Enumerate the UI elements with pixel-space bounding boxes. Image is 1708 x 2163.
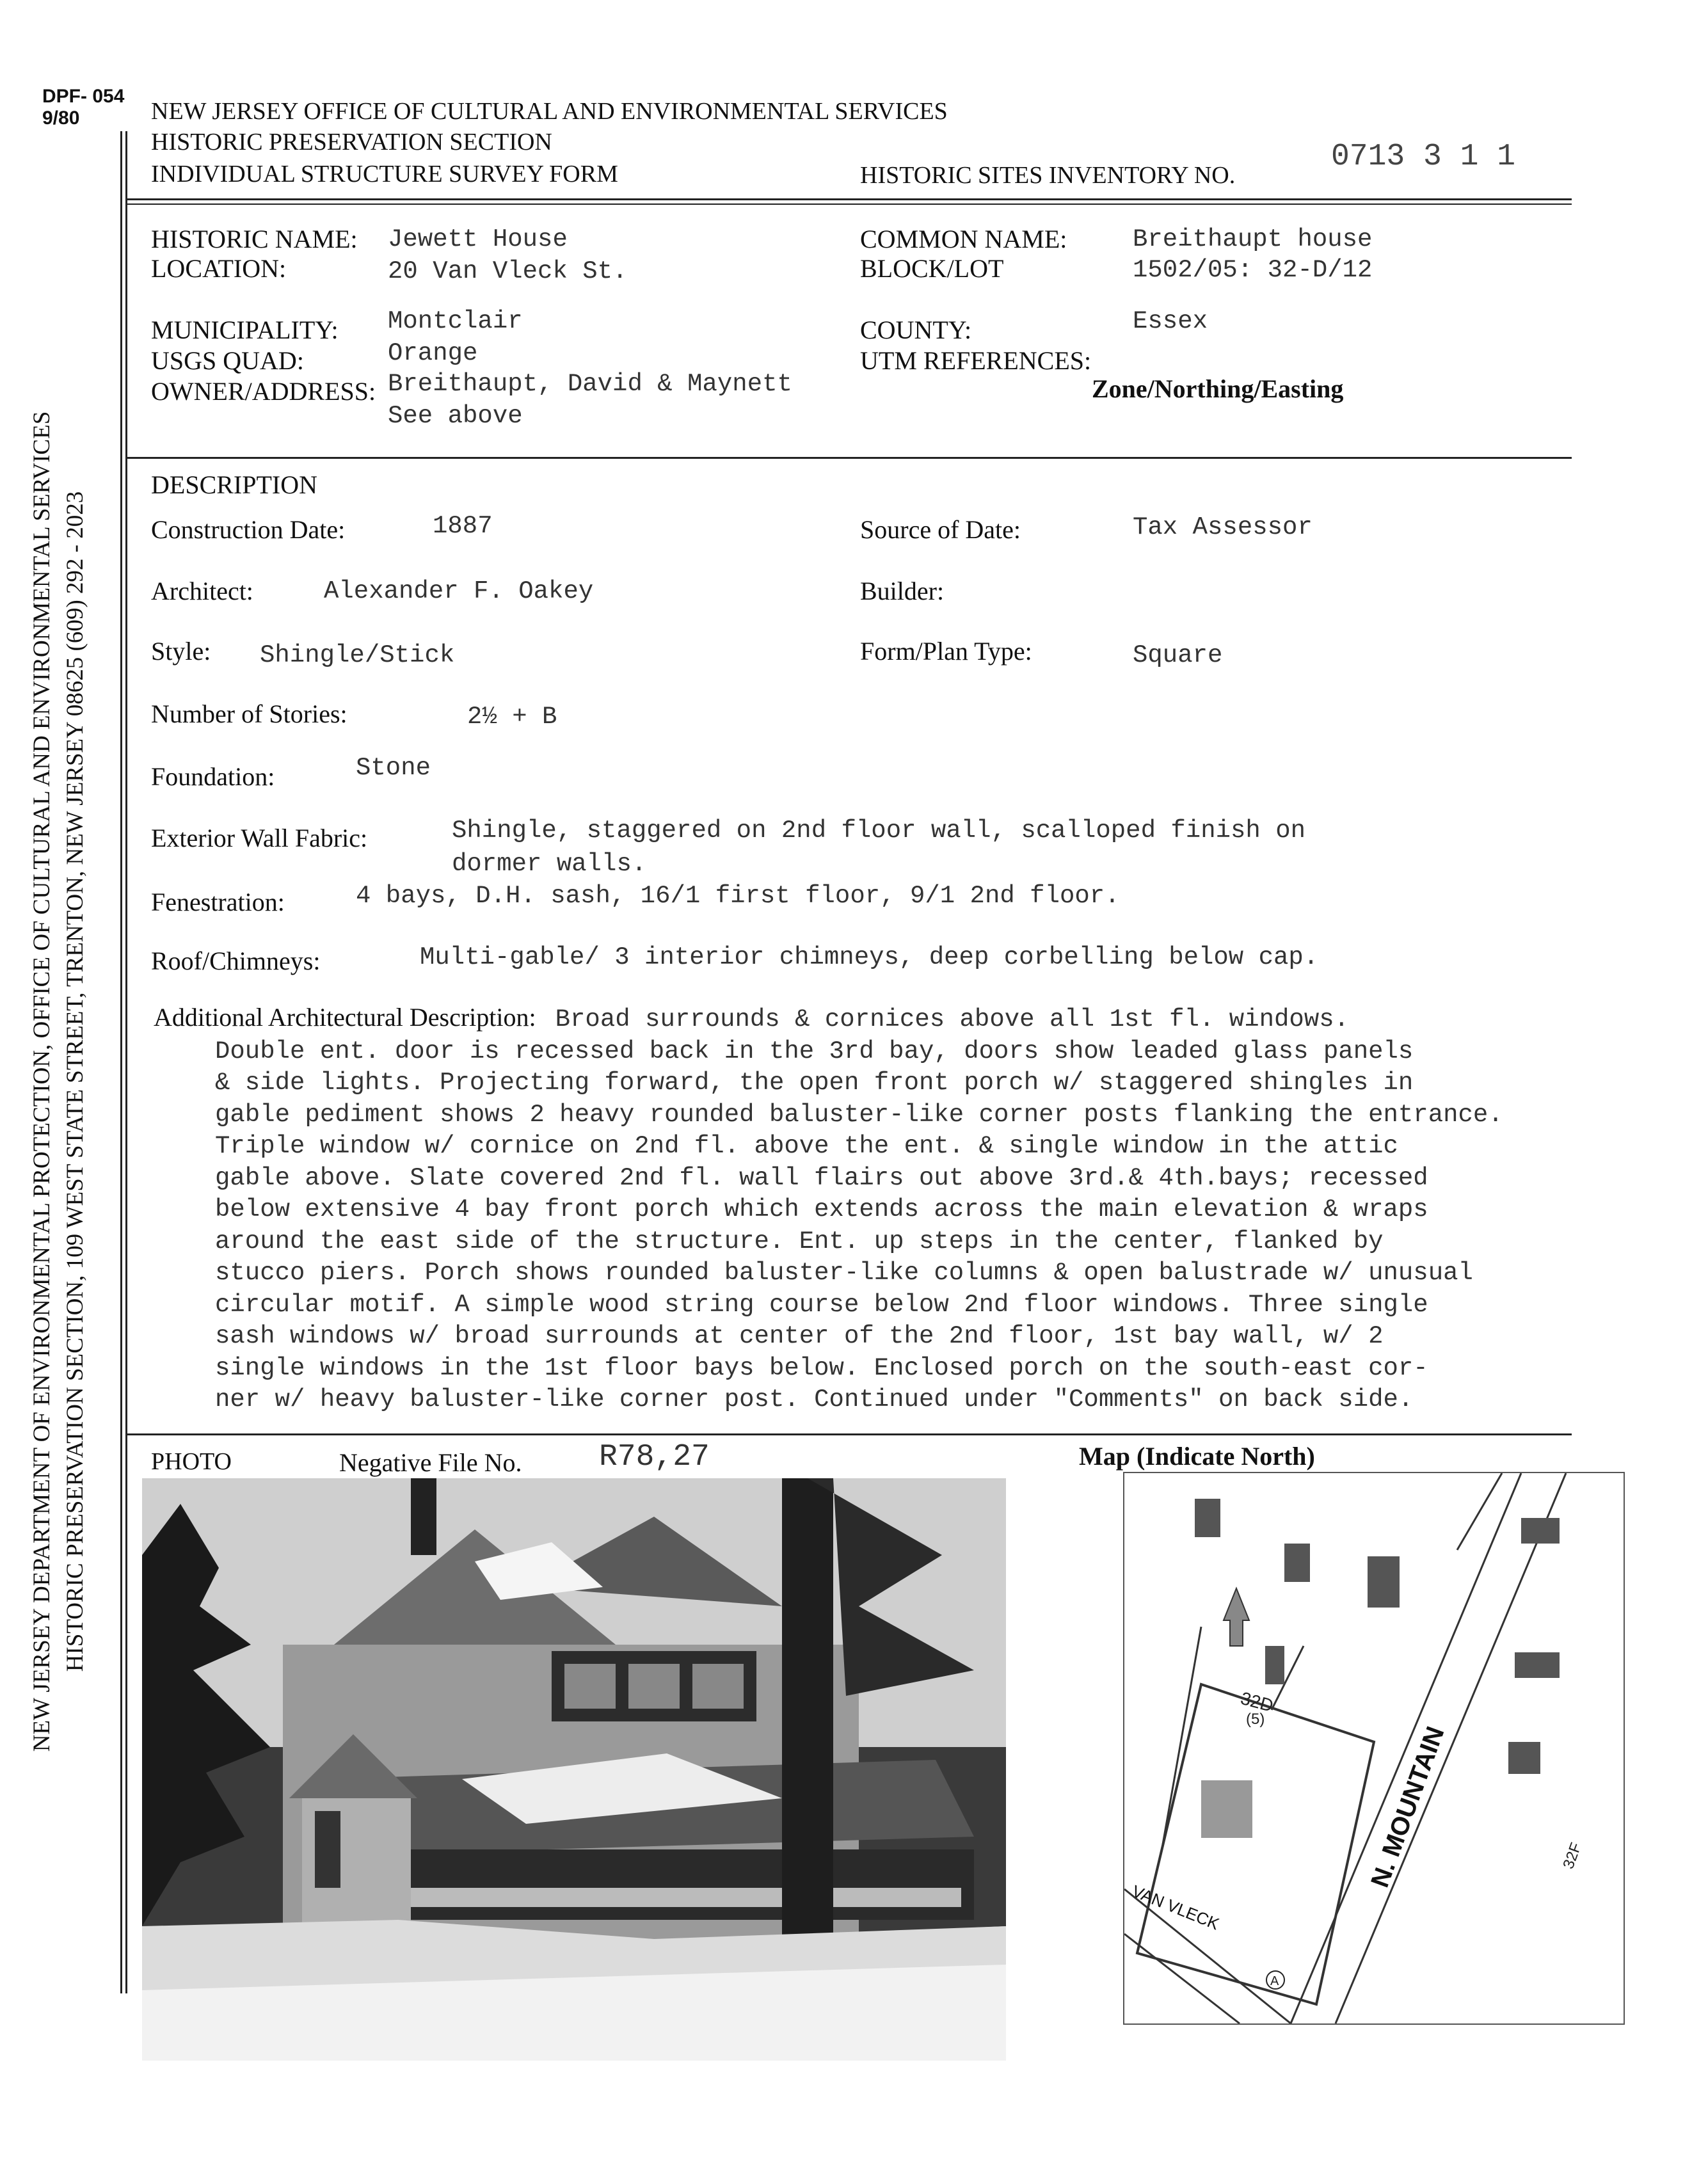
wall-fabric-value-1: Shingle, staggered on 2nd floor wall, scalloped finish on bbox=[452, 817, 1306, 845]
additional-line: below extensive 4 bay front porch which extends across the main elevation & wraps bbox=[215, 1195, 1428, 1224]
location-value: 20 Van Vleck St. bbox=[388, 257, 628, 285]
historic-name-label: HISTORIC NAME: bbox=[151, 225, 358, 253]
common-name-label: COMMON NAME: bbox=[860, 225, 1067, 253]
additional-line: gable pediment shows 2 heavy rounded baluster-like corner posts flanking the entrance. bbox=[215, 1100, 1503, 1129]
usgs-quad-label: USGS QUAD: bbox=[151, 346, 304, 375]
header-section: HISTORIC PRESERVATION SECTION bbox=[151, 129, 552, 156]
source-of-date-value: Tax Assessor bbox=[1133, 513, 1313, 541]
left-rule-inner bbox=[125, 131, 127, 1993]
wall-fabric-value-2: dormer walls. bbox=[452, 850, 647, 878]
additional-description-label: Additional Architectural Description: bbox=[154, 1003, 536, 1032]
location-map bbox=[1123, 1472, 1625, 2025]
architect-label: Architect: bbox=[151, 577, 253, 605]
house-photograph-image bbox=[142, 1478, 1006, 2061]
municipality-label: MUNICIPALITY: bbox=[151, 315, 339, 344]
photo-label: PHOTO bbox=[151, 1448, 232, 1475]
north-arrow-icon bbox=[1224, 1588, 1249, 1646]
additional-line: & side lights. Projecting forward, the open front porch w/ staggered shingles in bbox=[215, 1069, 1414, 1097]
header-agency: NEW JERSEY OFFICE OF CULTURAL AND ENVIRONMENTAL SERVICES bbox=[151, 98, 948, 125]
utm-subheading: Zone/Northing/Easting bbox=[1092, 374, 1344, 403]
owner-value: Breithaupt, David & Maynett bbox=[388, 370, 792, 398]
location-label: LOCATION: bbox=[151, 254, 287, 283]
stories-value: 2½ + B bbox=[467, 703, 557, 731]
left-rule bbox=[120, 131, 122, 1993]
map-street-mountain: N. MOUNTAIN bbox=[1366, 1723, 1450, 1892]
map-corner-mark: A bbox=[1270, 1974, 1279, 1988]
style-label: Style: bbox=[151, 637, 211, 666]
construction-date-label: Construction Date: bbox=[151, 515, 346, 544]
header-form-title: INDIVIDUAL STRUCTURE SURVEY FORM bbox=[151, 161, 618, 188]
additional-line: around the east side of the structure. Ent. up steps in the center, flanked by bbox=[215, 1227, 1384, 1256]
additional-description-first-line: Broad surrounds & cornices above all 1st fl. windows. bbox=[555, 1005, 1350, 1034]
inventory-number: 0713 3 1 1 bbox=[1331, 140, 1516, 174]
negative-file-label: Negative File No. bbox=[339, 1448, 522, 1477]
additional-line: single windows in the 1st floor bays below. Enclosed porch on the south-east cor- bbox=[215, 1353, 1428, 1382]
map-label: Map (Indicate North) bbox=[1079, 1442, 1315, 1471]
stories-label: Number of Stories: bbox=[151, 699, 347, 728]
style-value: Shingle/Stick bbox=[260, 641, 455, 669]
location-map-drawing bbox=[1124, 1473, 1624, 2023]
side-text-line-1: NEW JERSEY DEPARTMENT OF ENVIRONMENTAL PROTECTION, OFFICE OF CULTURAL AND ENVIRONMENTAL SERVICES bbox=[29, 411, 55, 1752]
house-photograph bbox=[142, 1478, 1006, 2061]
map-street-van-vleck: VAN VLECK bbox=[1129, 1881, 1222, 1934]
construction-date-value: 1887 bbox=[433, 512, 493, 540]
wall-fabric-label: Exterior Wall Fabric: bbox=[151, 824, 368, 852]
form-number: DPF- 054 bbox=[42, 86, 125, 107]
roof-label: Roof/Chimneys: bbox=[151, 946, 321, 975]
additional-line: sash windows w/ broad surrounds at center of the 2nd floor, 1st bay wall, w/ 2 bbox=[215, 1322, 1384, 1350]
municipality-value: Montclair bbox=[388, 307, 523, 335]
common-name-value: Breithaupt house bbox=[1133, 225, 1373, 253]
county-label: COUNTY: bbox=[860, 315, 972, 344]
form-plan-label: Form/Plan Type: bbox=[860, 637, 1032, 666]
fenestration-value: 4 bays, D.H. sash, 16/1 first floor, 9/1 2nd floor. bbox=[356, 882, 1120, 910]
form-date: 9/80 bbox=[42, 108, 80, 129]
architect-value: Alexander F. Oakey bbox=[324, 577, 594, 605]
roof-value: Multi-gable/ 3 interior chimneys, deep corbelling below cap. bbox=[420, 943, 1319, 971]
usgs-quad-value: Orange bbox=[388, 339, 478, 367]
fenestration-label: Fenestration: bbox=[151, 888, 285, 916]
additional-description-body bbox=[154, 1036, 1593, 1416]
negative-file-value: R78,27 bbox=[599, 1440, 710, 1474]
historic-name-value: Jewett House bbox=[388, 225, 568, 253]
map-lot-label: 32D bbox=[1238, 1688, 1276, 1716]
additional-line: ner w/ heavy baluster-like corner post. Continued under "Comments" on back side. bbox=[215, 1385, 1414, 1414]
additional-line: gable above. Slate covered 2nd fl. wall flairs out above 3rd.& 4th.bays; recessed bbox=[215, 1163, 1428, 1192]
photo-section-rule bbox=[125, 1433, 1572, 1435]
map-lot-sub: (5) bbox=[1246, 1711, 1265, 1728]
description-heading: DESCRIPTION bbox=[151, 470, 318, 499]
side-margin-text bbox=[26, 346, 109, 1817]
source-of-date-label: Source of Date: bbox=[860, 515, 1021, 544]
foundation-value: Stone bbox=[356, 754, 431, 782]
header-rule bbox=[125, 198, 1572, 200]
utm-label: UTM REFERENCES: bbox=[860, 346, 1092, 375]
block-lot-label: BLOCK/LOT bbox=[860, 254, 1004, 283]
additional-line: Double ent. door is recessed back in the 3rd bay, doors show leaded glass panels bbox=[215, 1037, 1414, 1066]
block-lot-value: 1502/05: 32-D/12 bbox=[1133, 256, 1373, 284]
form-plan-value: Square bbox=[1133, 641, 1223, 669]
additional-line: Triple window w/ cornice on 2nd fl. above the ent. & single window in the attic bbox=[215, 1132, 1398, 1160]
county-value: Essex bbox=[1133, 307, 1208, 335]
form-code bbox=[42, 86, 132, 129]
owner-label: OWNER/ADDRESS: bbox=[151, 377, 376, 406]
side-text-line-2: HISTORIC PRESERVATION SECTION, 109 WEST STATE STREET, TRENTON, NEW JERSEY 08625 (609) 292 - 2023 bbox=[62, 491, 88, 1672]
additional-description bbox=[154, 1002, 1593, 1416]
identification-rule bbox=[125, 457, 1572, 459]
additional-line: stucco piers. Porch shows rounded baluster-like columns & open balustrade w/ unusual bbox=[215, 1259, 1473, 1287]
additional-line: circular motif. A simple wood string course below 2nd floor windows. Three single bbox=[215, 1290, 1428, 1319]
builder-label: Builder: bbox=[860, 577, 945, 605]
owner-address-value: See above bbox=[388, 402, 523, 430]
map-lot-label-2: 32F bbox=[1560, 1840, 1585, 1872]
header-rule-2 bbox=[125, 204, 1572, 205]
inventory-label: HISTORIC SITES INVENTORY NO. bbox=[860, 162, 1236, 189]
foundation-label: Foundation: bbox=[151, 762, 275, 791]
